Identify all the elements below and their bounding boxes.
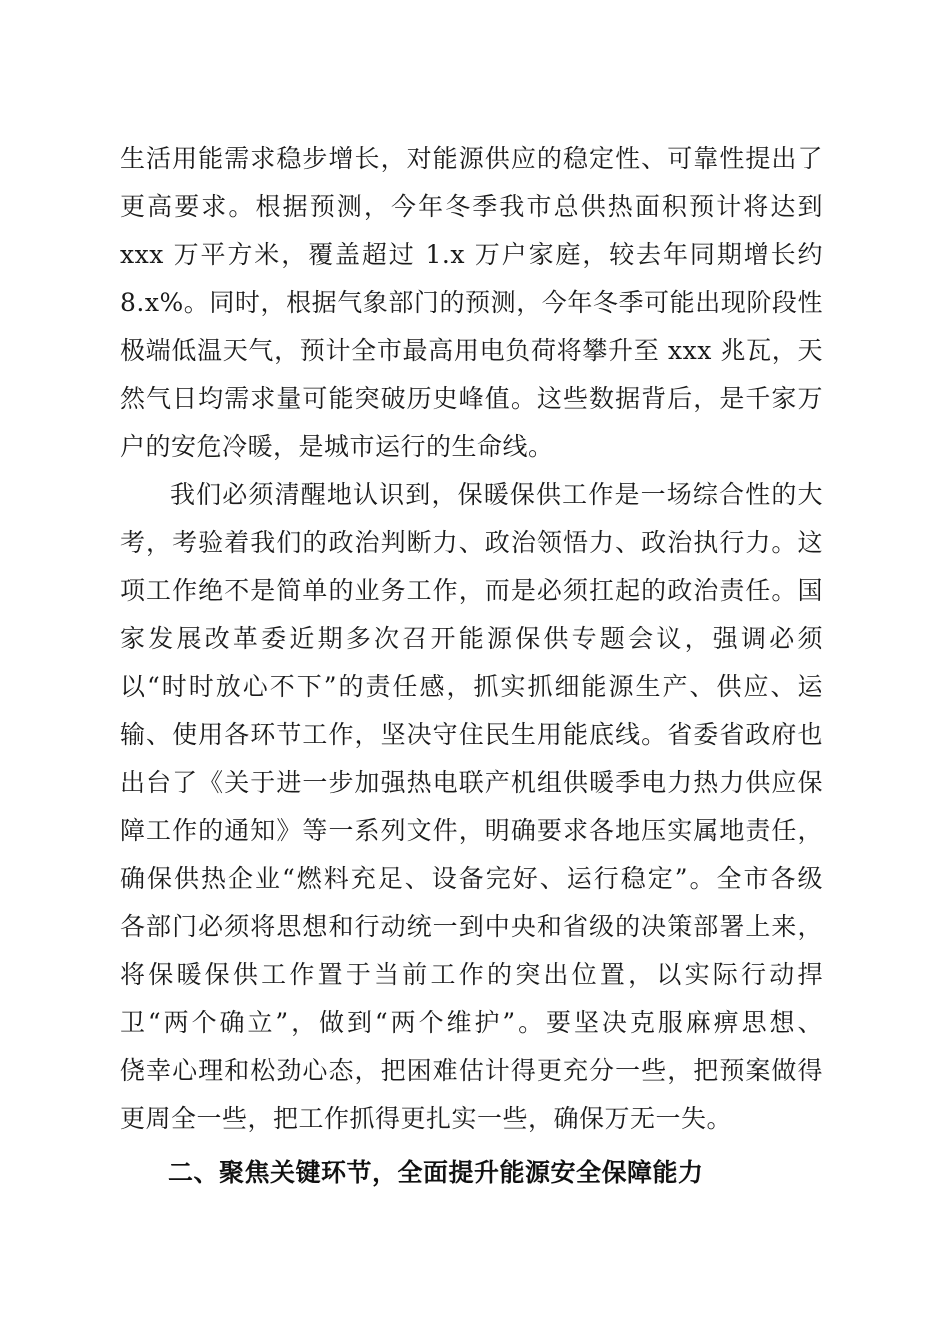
paragraph-line: 更周全一些，把工作抓得更扎实一些，确保万无一失。 xyxy=(120,1104,733,1133)
paragraph-line: 家发展改革委近期多次召开能源保供专题会议，强调必须 xyxy=(120,624,823,653)
paragraph-line: 项工作绝不是简单的业务工作，而是必须扛起的政治责任。国 xyxy=(120,576,823,605)
paragraph-line: 出台了《关于进一步加强热电联产机组供暖季电力热力供应保 xyxy=(120,768,823,797)
paragraph-line: 以“时时放心不下”的责任感，抓实抓细能源生产、供应、运 xyxy=(120,672,823,701)
paragraph-line: 8.x%。同时，根据气象部门的预测，今年冬季可能出现阶段性 xyxy=(120,288,823,317)
paragraph-line: 侥幸心理和松劲心态，把困难估计得更充分一些，把预案做得 xyxy=(120,1056,823,1085)
paragraph-line: 确保供热企业“燃料充足、设备完好、运行稳定”。全市各级 xyxy=(120,864,823,893)
paragraph-line: 极端低温天气，预计全市最高用电负荷将攀升至 xxx 兆瓦，天 xyxy=(120,336,823,365)
paragraph-line: 然气日均需求量可能突破历史峰值。这些数据背后，是千家万 xyxy=(120,384,823,413)
paragraph-line: xxx 万平方米，覆盖超过 1.x 万户家庭，较去年同期增长约 xyxy=(120,240,823,269)
paragraph-line: 更高要求。根据预测，今年冬季我市总供热面积预计将达到 xyxy=(120,192,823,221)
paragraph-line: 卫“两个确立”，做到“两个维护”。要坚决克服麻痹思想、 xyxy=(120,1008,823,1037)
paragraph-line: 我们必须清醒地认识到，保暖保供工作是一场综合性的大 xyxy=(170,480,823,509)
paragraph-line: 生活用能需求稳步增长，对能源供应的稳定性、可靠性提出了 xyxy=(120,144,823,173)
paragraph-line: 考，考验着我们的政治判断力、政治领悟力、政治执行力。这 xyxy=(120,528,823,557)
paragraph-line: 将保暖保供工作置于当前工作的突出位置，以实际行动捍 xyxy=(120,960,823,989)
paragraph-line: 输、使用各环节工作，坚决守住民生用能底线。省委省政府也 xyxy=(120,720,823,749)
paragraph-line: 各部门必须将思想和行动统一到中央和省级的决策部署上来， xyxy=(120,912,823,941)
section-heading: 二、聚焦关键环节，全面提升能源安全保障能力 xyxy=(168,1158,704,1187)
paragraph-line: 障工作的通知》等一系列文件，明确要求各地压实属地责任， xyxy=(120,816,823,845)
paragraph-line: 户的安危冷暖，是城市运行的生命线。 xyxy=(120,432,554,461)
